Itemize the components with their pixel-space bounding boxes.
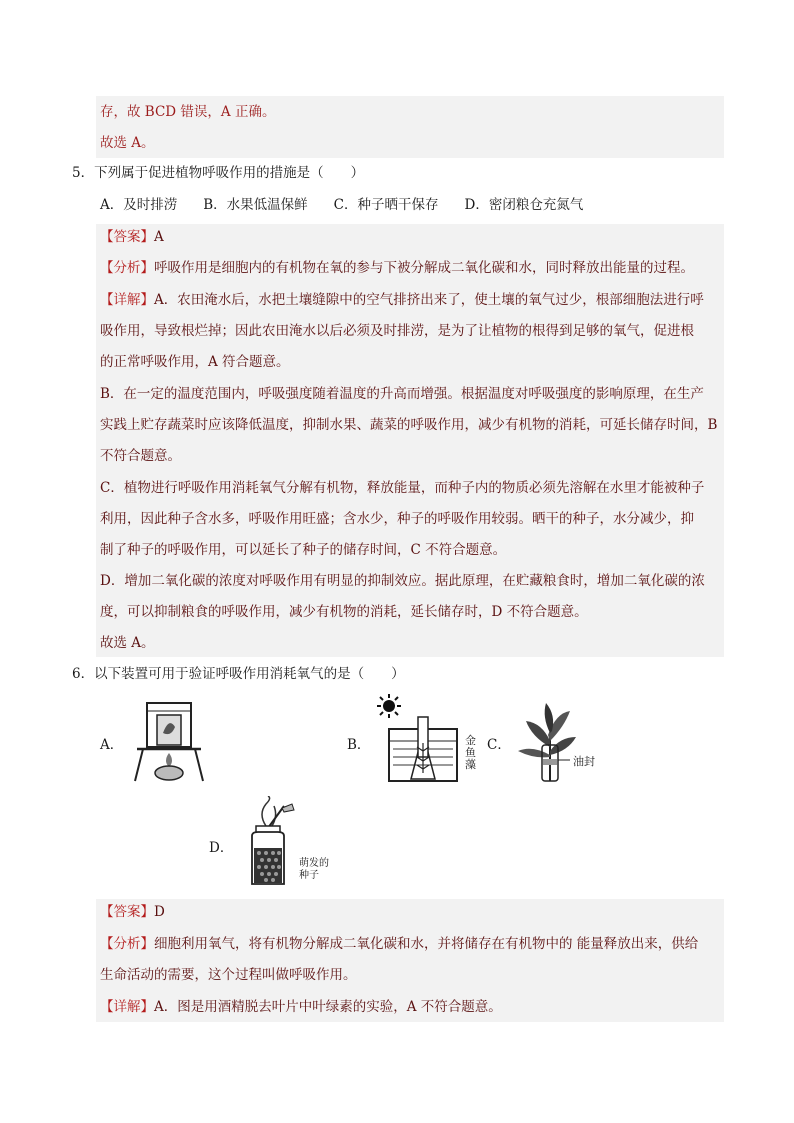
prev-solution-line: 存，故 BCD 错误，A 正确。 (100, 104, 276, 120)
answer-tag: 【答案】 (100, 229, 154, 245)
q5-detail-line: 实践上贮存蔬菜时应该降低温度，抑制水果、蔬菜的呼吸作用，减少有机物的消耗，可延长储存时间，B (100, 417, 718, 433)
answer-tag: 【答案】 (100, 904, 154, 920)
analysis-tag: 【分析】 (100, 260, 154, 276)
fig-b-caption-char: 藻 (465, 758, 476, 771)
q5-detail-line: B．在一定的温度范围内，呼吸强度随着温度的升高而增强。根据温度对呼吸强度的影响原理，在生产 (100, 386, 704, 402)
q6-analysis-line: 生命活动的需要，这个过程叫做呼吸作用。 (100, 967, 357, 983)
q6-label-d: D． (209, 840, 234, 856)
fig-c-caption: 油封 (573, 755, 595, 768)
q5-option-b: B．水果低温保鲜 (203, 197, 308, 213)
q5-solution-block (96, 224, 724, 657)
q5-detail-line: C．植物进行呼吸作用消耗氧气分解有机物，释放能量，而种子内的物质必须先溶解在水里才能被种子 (100, 480, 705, 496)
q6-stem: 6．以下装置可用于验证呼吸作用消耗氧气的是（ ） (72, 666, 405, 682)
q5-detail-line: D．增加二氧化碳的浓度对呼吸作用有明显的抑制效应。据此原理，在贮藏粮食时，增加二氧化碳的浓 (100, 573, 705, 589)
q5-detail-line: 吸作用，导致根烂掉；因此农田淹水以后必须及时排涝，是为了让植物的根得到足够的氧气，促进根 (100, 323, 694, 339)
q5-select-line: 故选 A。 (100, 635, 155, 651)
detail-text: A．农田淹水后，水把土壤缝隙中的空气排挤出来了，使土壤的氧气过少，根部细胞法进行呼 (154, 292, 704, 308)
analysis-text: 呼吸作用是细胞内的有机物在氧的参与下被分解成二氧化碳和水，同时释放出能量的过程。 (154, 260, 694, 276)
fig-b-caption-char: 鱼 (465, 746, 476, 759)
q5-detail-line: 利用，因此种子含水多，呼吸作用旺盛；含水少，种子的呼吸作用较弱。晒干的种子，水分减少，抑 (100, 511, 694, 527)
q5-options (100, 196, 609, 214)
answer-value: D (154, 904, 165, 920)
q6-label-b: B． (347, 737, 371, 753)
fig-b-caption (465, 735, 476, 771)
q6-label-c: C． (487, 737, 511, 753)
detail-tag: 【详解】 (100, 292, 154, 308)
q5-answer (100, 228, 164, 246)
q5-detail-line: 制了种子的呼吸作用，可以延长了种子的储存时间，C 不符合题意。 (100, 542, 507, 558)
germinating-seeds-jar-figure (238, 796, 298, 888)
q6-detail (100, 998, 502, 1016)
q5-option-c: C．种子晒干保存 (333, 197, 439, 213)
q5-analysis (100, 259, 694, 277)
detail-text: A．图是用酒精脱去叶片中叶绿素的实验，A 不符合题意。 (154, 999, 502, 1015)
q5-stem: 5．下列属于促进植物呼吸作用的措施是（ ） (72, 165, 365, 181)
fig-d-caption-line: 萌发的 (299, 858, 329, 869)
plant-in-tube-figure (512, 697, 584, 785)
q5-detail-line: 不符合题意。 (100, 448, 181, 464)
q5-detail-line: 度，可以抑制粮食的呼吸作用，减少有机物的消耗，延长储存时，D 不符合题意。 (100, 604, 588, 620)
fig-d-caption-line: 种子 (299, 870, 319, 881)
answer-value: A (154, 229, 164, 245)
analysis-text: 细胞利用氧气，将有机物分解成二氧化碳和水，并将储存在有机物中的 能量释放出来，供给 (154, 936, 699, 952)
q6-answer (100, 903, 165, 921)
q5-option-d: D．密闭粮仓充氮气 (464, 197, 584, 213)
q5-detail-line (100, 291, 704, 309)
fig-d-caption (299, 858, 329, 882)
prev-select-line: 故选 A。 (100, 135, 155, 151)
q5-detail-line: 的正常呼吸作用，A 符合题意。 (100, 354, 290, 370)
fig-b-caption-char: 金 (465, 734, 476, 747)
analysis-tag: 【分析】 (100, 936, 154, 952)
detail-tag: 【详解】 (100, 999, 154, 1015)
q6-label-a: A． (100, 737, 124, 753)
alcohol-lamp-apparatus-figure (133, 697, 205, 783)
q5-option-a: A．及时排涝 (100, 197, 178, 213)
q6-analysis (100, 935, 698, 953)
